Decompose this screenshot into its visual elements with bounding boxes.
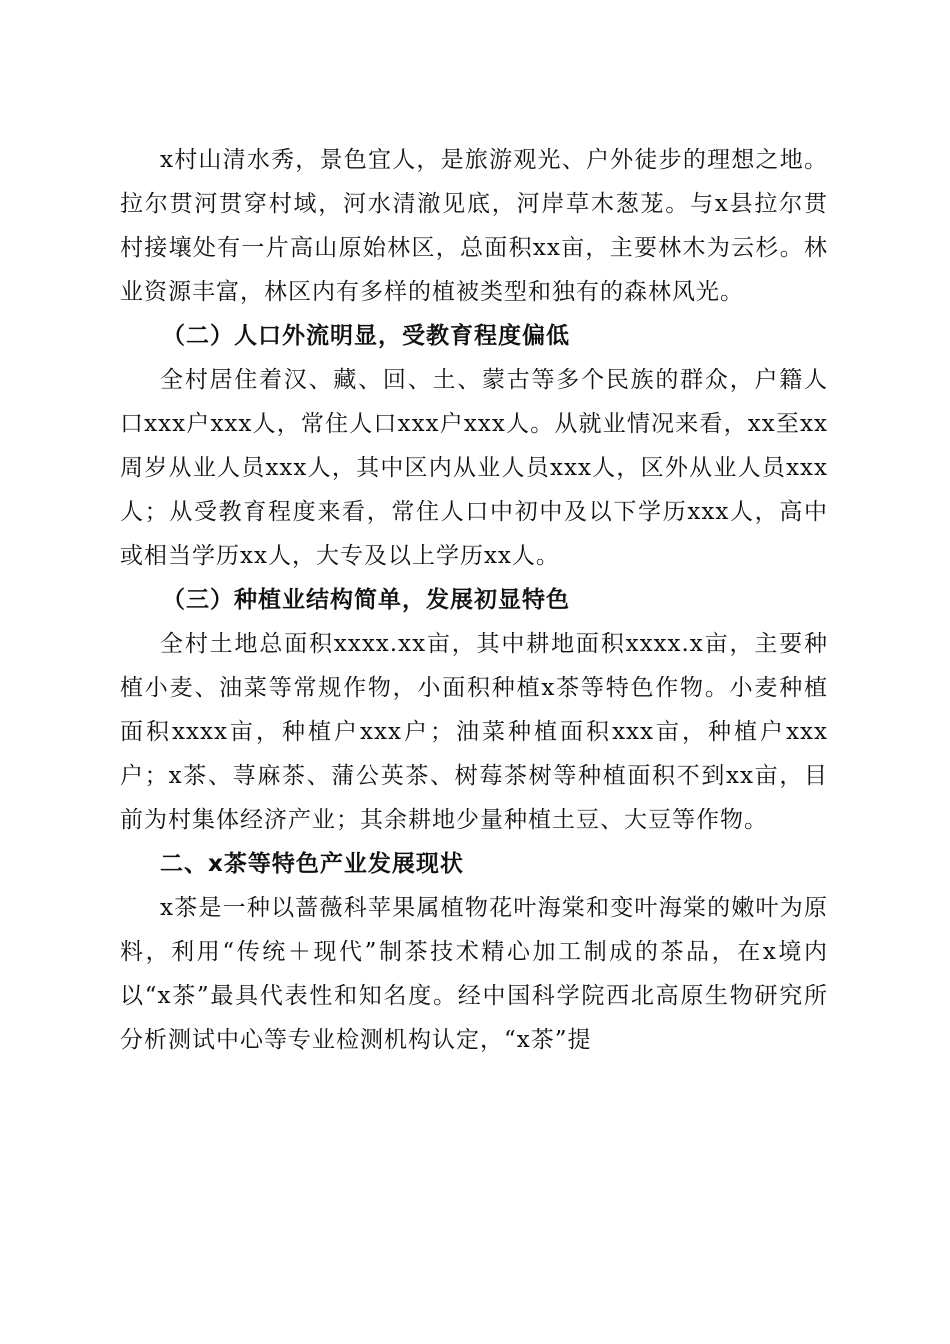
subheading-planting: （三）种植业结构简单，发展初显特色 [162, 586, 570, 613]
paragraph-planting: 全村土地总面积xxxx.xx亩，其中耕地面积xxxx.x亩，主要种植小麦、油菜等常规作物，小面积种植x茶等特色作物。小麦种植面积xxxx亩，种植户xxx户；油菜种植面积xxx亩，种植户xxx户；x茶、荨麻茶、蒲公英茶、树莓茶树等种植面积不到xx亩，目前为村集体经济产业；其余耕地少量种植土豆、大豆等作物。 [120, 631, 828, 833]
section-heading-tea-industry: 二、x茶等特色产业发展现状 [160, 851, 464, 877]
paragraph-population: 全村居住着汉、藏、回、土、蒙古等多个民族的群众，户籍人口xxx户xxx人，常住人口xxx户xxx人。从就业情况来看，xx至xx周岁从业人员xxx人，其中区内从业人员xxx人，区外从业人员xxx人；从受教育程度来看，常住人口中初中及以下学历xxx人，高中或相当学历xx人，大专及以上学历xx人。 [120, 367, 828, 569]
subheading-population: （二）人口外流明显，受教育程度偏低 [162, 322, 570, 349]
document-page [120, 138, 828, 1062]
paragraph-tea-description: x茶是一种以蔷薇科苹果属植物花叶海棠和变叶海棠的嫩叶为原料，利用“传统＋现代”制茶技术精心加工制成的茶品，在x境内以“x茶”最具代表性和知名度。经中国科学院西北高原生物研究所分析测试中心等专业检测机构认定，“x茶”提 [120, 895, 828, 1053]
paragraph-natural-resources: x村山清水秀，景色宜人，是旅游观光、户外徒步的理想之地。拉尔贯河贯穿村域，河水清澈见底，河岸草木葱茏。与x县拉尔贯村接壤处有一片高山原始林区，总面积xx亩，主要林木为云杉。林业资源丰富，林区内有多样的植被类型和独有的森林风光。 [120, 147, 828, 305]
